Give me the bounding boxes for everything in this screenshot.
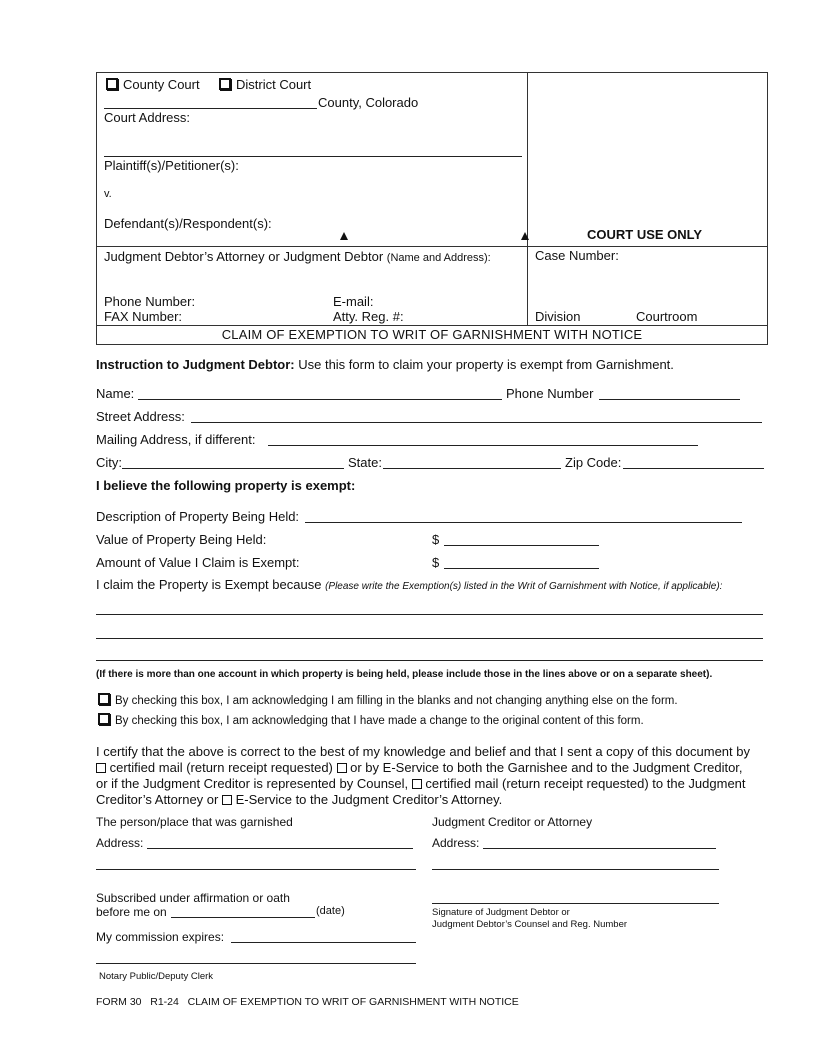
county-court-label: County Court — [123, 77, 200, 92]
attorney-label-main: Judgment Debtor’s Attorney or Judgment Debtor — [104, 249, 384, 264]
commission-label: My commission expires: — [96, 930, 225, 944]
date-label: (date) — [316, 905, 345, 917]
amount-label: Amount of Value I Claim is Exempt: — [96, 555, 300, 570]
certification-line-4a: Creditor’s Attorney or — [96, 792, 219, 807]
garnished-address-line-2[interactable] — [96, 869, 416, 870]
eservice-checkbox-2[interactable] — [222, 795, 232, 805]
mailing-line[interactable] — [268, 445, 698, 446]
before-me-date-line[interactable] — [171, 917, 315, 918]
instruction-line — [96, 358, 674, 371]
email-label: E-mail: — [333, 294, 374, 309]
division-label: Division — [535, 309, 581, 324]
district-court-checkbox[interactable] — [219, 78, 231, 90]
certification-line-4b: E-Service to the Judgment Creditor’s Attorney. — [235, 792, 503, 807]
county-court-option[interactable] — [106, 78, 200, 91]
certification-line-2b: or by E-Service to both the Garnishee and to the Judgment Creditor, — [350, 760, 743, 775]
signature-label-2: Judgment Debtor’s Counsel and Reg. Number — [432, 919, 628, 930]
claim-reason-note: (Please write the Exemption(s) listed in the Writ of Garnishment with Notice, if applicable): — [325, 581, 723, 592]
attorney-label — [104, 250, 491, 264]
creditor-address-label: Address: — [432, 836, 480, 850]
city-line[interactable] — [122, 468, 344, 469]
certification-line-2 — [96, 761, 743, 774]
form-title: CLAIM OF EXEMPTION TO WRIT OF GARNISHMENT WITH NOTICE — [221, 327, 643, 342]
value-line[interactable] — [444, 545, 599, 546]
signature-line[interactable] — [432, 903, 719, 904]
instruction-lead: Instruction to Judgment Debtor: — [96, 357, 295, 372]
court-address-line[interactable] — [104, 156, 522, 157]
notary-signature-line[interactable] — [96, 963, 416, 964]
instruction-text: Use this form to claim your property is exempt from Garnishment. — [294, 357, 674, 372]
claim-reason-line-2[interactable] — [96, 638, 763, 639]
phone-number-label: Phone Number: — [104, 294, 196, 309]
atty-reg-label: Atty. Reg. #: — [333, 309, 404, 324]
court-address-label: Court Address: — [104, 110, 190, 125]
certification-line-1: I certify that the above is correct to the best of my knowledge and belief and that I sent a copy of this document by — [96, 744, 750, 759]
caption-divider-vertical — [527, 72, 528, 325]
state-label: State: — [348, 455, 382, 470]
street-line[interactable] — [191, 422, 762, 423]
caret-left-icon — [340, 232, 348, 240]
certified-mail-checkbox-1[interactable] — [96, 763, 106, 773]
case-number-label: Case Number: — [535, 248, 619, 263]
caption-divider-party — [96, 246, 768, 247]
exempt-heading: I believe the following property is exempt: — [96, 478, 356, 493]
ack-changed-option[interactable] — [98, 713, 644, 728]
certification-line-3 — [96, 777, 746, 790]
description-label: Description of Property Being Held: — [96, 509, 300, 524]
garnished-address-line-1[interactable] — [147, 848, 413, 849]
certified-mail-checkbox-2[interactable] — [412, 779, 422, 789]
city-label: City: — [96, 455, 122, 470]
street-label: Street Address: — [96, 409, 185, 424]
commission-line[interactable] — [231, 942, 416, 943]
caption-box — [96, 72, 768, 345]
zip-line[interactable] — [623, 468, 764, 469]
mailing-label: Mailing Address, if different: — [96, 432, 256, 447]
phone-field-label: Phone Number — [506, 386, 594, 401]
district-court-option[interactable] — [219, 78, 311, 91]
county-name-line[interactable] — [104, 108, 317, 109]
ack-changed-label: By checking this box, I am acknowledging that I have made a change to the original content of this form. — [115, 715, 644, 727]
certification-line-2a: certified mail (return receipt requested) — [109, 760, 333, 775]
state-line[interactable] — [383, 468, 561, 469]
multi-account-note: (If there is more than one account in which property is being held, please include those in the lines above or on a separate sheet). — [96, 669, 713, 680]
name-label: Name: — [96, 386, 135, 401]
value-dollar: $ — [432, 532, 440, 547]
eservice-checkbox-1[interactable] — [337, 763, 347, 773]
versus-label: v. — [104, 188, 112, 200]
phone-field-line[interactable] — [599, 399, 740, 400]
amount-dollar: $ — [432, 555, 440, 570]
county-colorado-label: County, Colorado — [318, 95, 419, 110]
caption-divider-title — [96, 325, 768, 326]
amount-line[interactable] — [444, 568, 599, 569]
zip-label: Zip Code: — [565, 455, 622, 470]
plaintiff-label: Plaintiff(s)/Petitioner(s): — [104, 158, 239, 173]
value-label: Value of Property Being Held: — [96, 532, 267, 547]
ack-no-change-checkbox[interactable] — [98, 693, 110, 705]
claim-reason-line-1[interactable] — [96, 614, 763, 615]
courtroom-label: Courtroom — [636, 309, 698, 324]
name-line[interactable] — [138, 399, 502, 400]
ack-no-change-option[interactable] — [98, 693, 678, 708]
footer-form-id: FORM 30 R1-24 CLAIM OF EXEMPTION TO WRIT OF GARNISHMENT WITH NOTICE — [96, 996, 519, 1008]
claim-reason-lead: I claim the Property is Exempt because — [96, 577, 322, 592]
notary-public-label: Notary Public/Deputy Clerk — [99, 971, 214, 982]
before-me-label: before me on — [96, 905, 167, 919]
garnished-heading: The person/place that was garnished — [96, 815, 293, 829]
signature-label-1: Signature of Judgment Debtor or — [432, 907, 570, 918]
certification-line-3b: certified mail (return receipt requested) to the Judgment — [425, 776, 746, 791]
caret-right-icon — [521, 232, 529, 240]
court-use-only-label: COURT USE ONLY — [587, 227, 703, 242]
attorney-label-sub: (Name and Address): — [386, 252, 491, 264]
fax-number-label: FAX Number: — [104, 309, 183, 324]
creditor-address-line-1[interactable] — [483, 848, 716, 849]
description-line[interactable] — [305, 522, 742, 523]
county-court-checkbox[interactable] — [106, 78, 118, 90]
certification-line-3a: or if the Judgment Creditor is represented by Counsel, — [96, 776, 409, 791]
creditor-heading: Judgment Creditor or Attorney — [432, 815, 593, 829]
garnished-address-label: Address: — [96, 836, 144, 850]
subscribed-label: Subscribed under affirmation or oath — [96, 891, 290, 905]
district-court-label: District Court — [236, 77, 312, 92]
claim-reason-label — [96, 578, 722, 592]
certification-line-4 — [96, 793, 502, 806]
ack-changed-checkbox[interactable] — [98, 713, 110, 725]
creditor-address-line-2[interactable] — [432, 869, 719, 870]
claim-reason-line-3[interactable] — [96, 660, 763, 661]
ack-no-change-label: By checking this box, I am acknowledging I am filling in the blanks and not changing anything else on the form. — [115, 695, 678, 707]
defendant-label: Defendant(s)/Respondent(s): — [104, 216, 272, 231]
